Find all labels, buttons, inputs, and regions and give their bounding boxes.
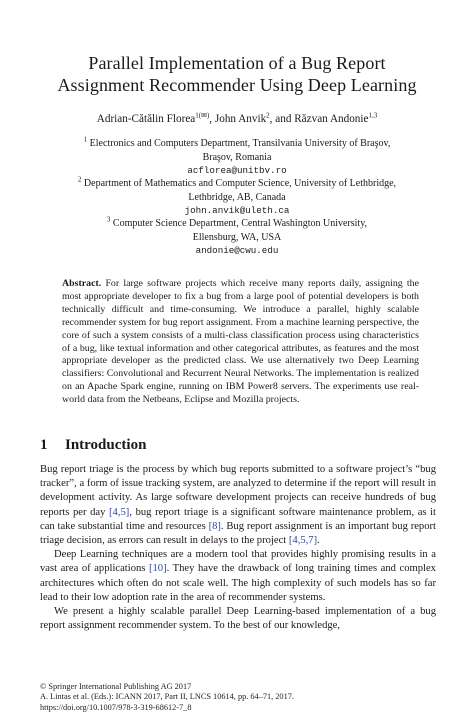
paper-title-line-1: Parallel Implementation of a Bug Report [88,53,386,73]
abstract [62,278,419,407]
citation-link[interactable]: [4,5] [109,506,130,518]
author-affiliation-mark: 2 [266,111,270,120]
citation-link[interactable]: [8] [208,520,221,532]
author-affiliation-mark: 1,3 [368,111,378,120]
affiliation-number: 1 [83,135,88,144]
affiliation-number: 2 [77,175,82,184]
citation-link[interactable]: [10] [148,563,167,575]
author-separator: , John Anvik [209,113,267,125]
affiliation-number: 3 [106,215,111,224]
doi-link[interactable]: https://doi.org/10.1007/978-3-319-68612-7_8 [40,702,192,712]
abstract-label: Abstract. [62,278,102,289]
paragraph-2: Deep Learning techniques are a modern tool that provides highly promising results in a vast area of applications [10]. They have the drawback of long training times and complex architectures which often do not scale well. The high complexity of such models has so far lead to their low adoption rate in the area of recommender systems. [40,549,436,603]
author-list [0,113,474,125]
affiliation-3-email[interactable]: andonie@cwu.edu [195,245,279,256]
affiliation-3-line-2: Ellensburg, WA, USA [192,232,282,243]
affiliation-2-line-1: $^2$ Department of Mathematics and Computer Science, University of Lethbridge, [77,175,397,189]
section-number: 1 [40,437,48,453]
author-separator: , and Răzvan Andonie [269,113,369,125]
section-title: Introduction [65,437,147,453]
paper-title-line-2: Assignment Recommender Using Deep Learning [57,75,417,95]
paragraph-3: We present a highly scalable parallel Deep Learning-based implementation of a bug report assignment recommender system. To the best of our knowledge, [40,606,436,632]
affiliation-1-email[interactable]: acflorea@unitbv.ro [187,165,287,176]
abstract-text: For large software projects which receive many reports daily, assigning the most appropriate developer to fix a bug from a large pool of potential developers is both technically difficult and time-consuming. We introduce a parallel, highly scalable recommender system for bug report assignment. From a machine learning perspective, the core of such a system consists of a multi-class classification process using characteristics of a bug, like textual information and other categorical attributes, as features and the most appropriate developer as the predicted class. We use alternatively two Deep Learning classifiers: Convolutional and Recurrent Neural Networks. The implementation is realized on an Apache Spark engine, running on IBM Power8 servers. The experiments use real-world data from the Netbeans, Eclipse and Mozilla projects. [62,278,419,406]
section-heading [40,437,146,454]
footer [40,682,294,713]
author-affiliation-mark: 1(✉) [195,111,210,120]
citation-link[interactable]: [4,5,7] [288,535,318,547]
citation-line: A. Lintas et al. (Eds.): ICANN 2017, Part II, LNCS 10614, pp. 64–71, 2017. [40,692,294,702]
affiliation-2-email[interactable]: john.anvik@uleth.ca [184,205,290,216]
author-name: Adrian-Cătălin Florea [96,113,196,125]
affiliation-1-line-2: Braşov, Romania [202,152,272,163]
affiliation-1-line-1: $^1$ Electronics and Computers Department, Transilvania University of Braşov, [83,135,391,149]
affiliation-3-line-1: $^3$ Computer Science Department, Central Washington University, [106,215,368,229]
affiliation-2-line-2: Lethbridge, AB, Canada [188,192,286,203]
paragraph-1: Bug report triage is the process by which bug reports submitted to a software project’s “bug tracker”, a form of issue tracking system, are analyzed to determine if the report will result in development activity. As large software development projects can receive hundreds of bug reports per day [4,5], bug report triage is a significant software maintenance problem, as it can take substantial time and resources [8]. Bug report assignment is an important bug report triage decision, as errors can result in delays to the project [4,5,7]. [40,464,436,547]
body-text [40,463,436,633]
copyright-line: © Springer International Publishing AG 2017 [40,682,192,691]
